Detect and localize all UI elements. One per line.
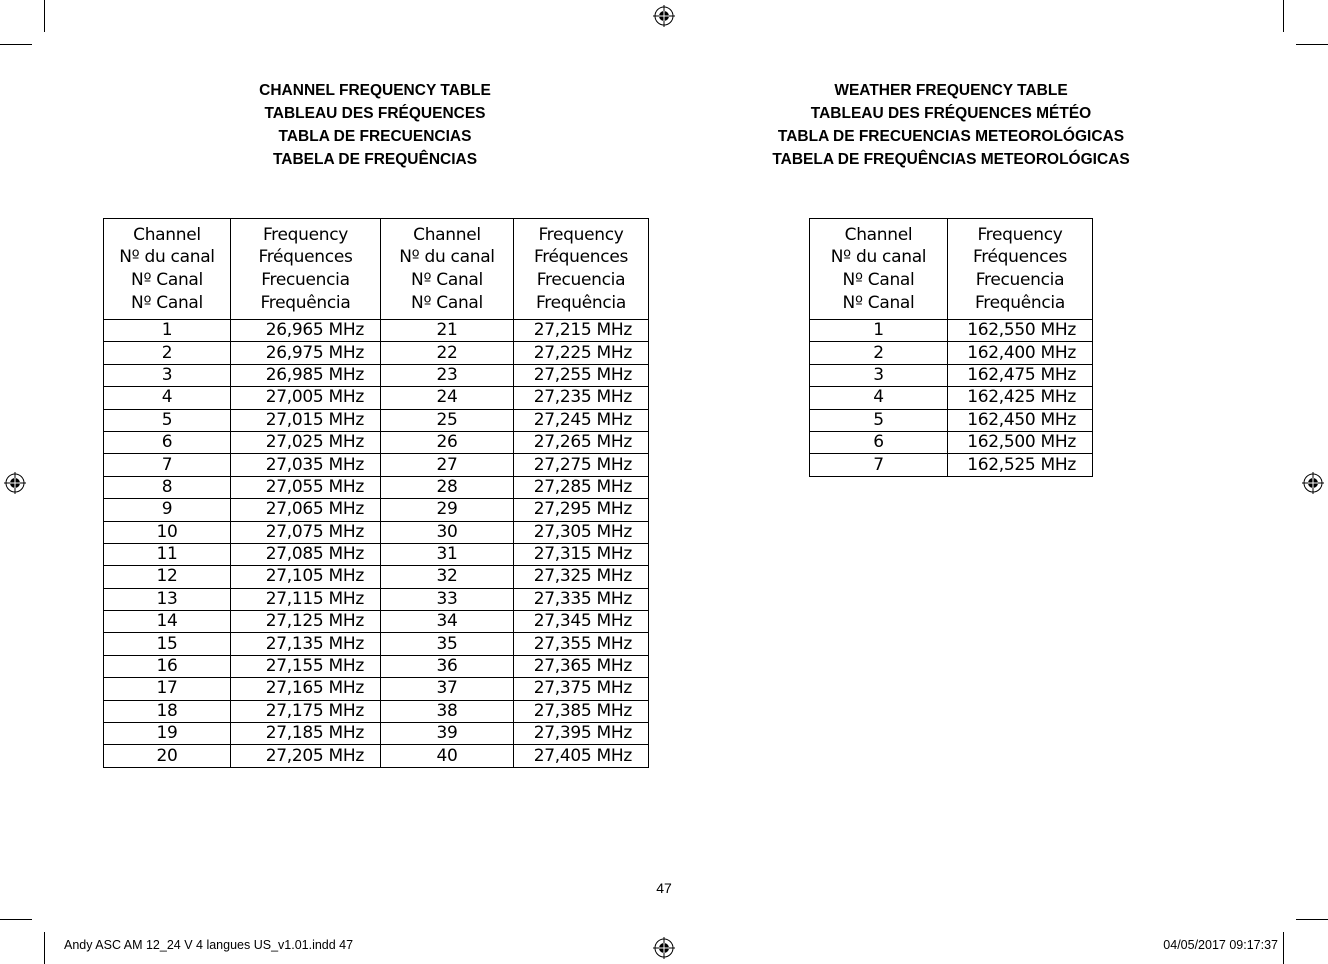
table-header-row bbox=[810, 219, 1093, 320]
registration-mark-icon bbox=[653, 5, 675, 27]
channel-cell: 23 bbox=[381, 364, 514, 386]
frequency-cell: 27,375 MHz bbox=[514, 678, 649, 700]
frequency-cell: 27,355 MHz bbox=[514, 633, 649, 655]
weather-frequency-table bbox=[809, 218, 1093, 477]
channel-cell: 7 bbox=[104, 454, 231, 476]
channel-cell: 1 bbox=[810, 320, 948, 342]
frequency-cell: 27,275 MHz bbox=[514, 454, 649, 476]
table-row bbox=[104, 723, 649, 745]
channel-cell: 6 bbox=[810, 431, 948, 453]
channel-table-heading bbox=[200, 79, 550, 171]
frequency-cell: 27,185 MHz bbox=[231, 723, 381, 745]
frequency-cell: 27,035 MHz bbox=[231, 454, 381, 476]
crop-mark bbox=[44, 932, 45, 964]
crop-mark bbox=[1283, 0, 1284, 32]
frequency-cell: 162,475 MHz bbox=[948, 364, 1093, 386]
registration-mark-icon bbox=[4, 472, 26, 494]
channel-cell: 5 bbox=[104, 409, 231, 431]
channel-cell: 31 bbox=[381, 543, 514, 565]
frequency-cell: 162,450 MHz bbox=[948, 409, 1093, 431]
channel-cell: 2 bbox=[810, 342, 948, 364]
heading-line: TABLEAU DES FRÉQUENCES MÉTÉO bbox=[810, 105, 1092, 122]
table-row bbox=[810, 364, 1093, 386]
table-row bbox=[810, 387, 1093, 409]
table-row bbox=[104, 454, 649, 476]
channel-column-header: Channel Nº du canal Nº Canal Nº Canal bbox=[810, 219, 948, 320]
frequency-cell: 27,305 MHz bbox=[514, 521, 649, 543]
frequency-cell: 27,085 MHz bbox=[231, 543, 381, 565]
channel-cell: 27 bbox=[381, 454, 514, 476]
frequency-cell: 27,115 MHz bbox=[231, 588, 381, 610]
frequency-cell: 27,385 MHz bbox=[514, 700, 649, 722]
heading-line: TABLA DE FRECUENCIAS bbox=[278, 128, 472, 145]
table-row bbox=[104, 521, 649, 543]
crop-mark bbox=[0, 44, 32, 45]
channel-cell: 13 bbox=[104, 588, 231, 610]
channel-cell: 6 bbox=[104, 431, 231, 453]
channel-cell: 21 bbox=[381, 320, 514, 342]
frequency-cell: 27,395 MHz bbox=[514, 723, 649, 745]
frequency-cell: 27,065 MHz bbox=[231, 499, 381, 521]
channel-cell: 4 bbox=[104, 387, 231, 409]
frequency-cell: 27,365 MHz bbox=[514, 655, 649, 677]
heading-line: TABLEAU DES FRÉQUENCES bbox=[264, 105, 486, 122]
page-number: 47 bbox=[656, 880, 672, 896]
file-slug: Andy ASC AM 12_24 V 4 langues US_v1.01.indd 47 bbox=[64, 938, 354, 952]
channel-cell: 33 bbox=[381, 588, 514, 610]
table-row bbox=[104, 476, 649, 498]
heading-line: CHANNEL FREQUENCY TABLE bbox=[259, 82, 491, 99]
frequency-cell: 27,055 MHz bbox=[231, 476, 381, 498]
channel-cell: 24 bbox=[381, 387, 514, 409]
frequency-cell: 27,315 MHz bbox=[514, 543, 649, 565]
channel-column-header: Channel Nº du canal Nº Canal Nº Canal bbox=[381, 219, 514, 320]
channel-cell: 34 bbox=[381, 611, 514, 633]
frequency-cell: 27,205 MHz bbox=[231, 745, 381, 767]
frequency-cell: 27,135 MHz bbox=[231, 633, 381, 655]
channel-cell: 29 bbox=[381, 499, 514, 521]
channel-cell: 8 bbox=[104, 476, 231, 498]
frequency-cell: 27,175 MHz bbox=[231, 700, 381, 722]
table-row bbox=[104, 633, 649, 655]
frequency-cell: 27,285 MHz bbox=[514, 476, 649, 498]
channel-cell: 38 bbox=[381, 700, 514, 722]
frequency-column-header: Frequency Fréquences Frecuencia Frequência bbox=[231, 219, 381, 320]
table-row bbox=[810, 409, 1093, 431]
frequency-cell: 27,325 MHz bbox=[514, 566, 649, 588]
frequency-cell: 26,965 MHz bbox=[231, 320, 381, 342]
channel-cell: 28 bbox=[381, 476, 514, 498]
channel-cell: 16 bbox=[104, 655, 231, 677]
frequency-cell: 27,335 MHz bbox=[514, 588, 649, 610]
channel-cell: 14 bbox=[104, 611, 231, 633]
channel-cell: 22 bbox=[381, 342, 514, 364]
channel-cell: 36 bbox=[381, 655, 514, 677]
crop-mark bbox=[0, 919, 32, 920]
crop-mark bbox=[44, 0, 45, 32]
table-row bbox=[810, 342, 1093, 364]
frequency-cell: 162,500 MHz bbox=[948, 431, 1093, 453]
registration-mark-icon bbox=[653, 937, 675, 959]
frequency-cell: 27,015 MHz bbox=[231, 409, 381, 431]
registration-mark-icon bbox=[1302, 472, 1324, 494]
frequency-cell: 27,105 MHz bbox=[231, 566, 381, 588]
frequency-cell: 27,255 MHz bbox=[514, 364, 649, 386]
channel-cell: 2 bbox=[104, 342, 231, 364]
frequency-cell: 27,075 MHz bbox=[231, 521, 381, 543]
frequency-cell: 27,215 MHz bbox=[514, 320, 649, 342]
channel-cell: 19 bbox=[104, 723, 231, 745]
channel-cell: 26 bbox=[381, 431, 514, 453]
frequency-cell: 27,295 MHz bbox=[514, 499, 649, 521]
heading-line: WEATHER FREQUENCY TABLE bbox=[834, 82, 1068, 99]
channel-cell: 20 bbox=[104, 745, 231, 767]
frequency-cell: 27,165 MHz bbox=[231, 678, 381, 700]
channel-cell: 18 bbox=[104, 700, 231, 722]
frequency-cell: 162,525 MHz bbox=[948, 454, 1093, 476]
table-row bbox=[104, 409, 649, 431]
channel-cell: 7 bbox=[810, 454, 948, 476]
channel-cell: 12 bbox=[104, 566, 231, 588]
table-row bbox=[104, 320, 649, 342]
frequency-cell: 162,550 MHz bbox=[948, 320, 1093, 342]
channel-cell: 9 bbox=[104, 499, 231, 521]
frequency-cell: 27,225 MHz bbox=[514, 342, 649, 364]
table-row bbox=[104, 543, 649, 565]
frequency-cell: 27,405 MHz bbox=[514, 745, 649, 767]
table-row bbox=[104, 566, 649, 588]
channel-cell: 10 bbox=[104, 521, 231, 543]
channel-cell: 1 bbox=[104, 320, 231, 342]
frequency-cell: 27,125 MHz bbox=[231, 611, 381, 633]
table-row bbox=[810, 431, 1093, 453]
channel-cell: 3 bbox=[104, 364, 231, 386]
table-header-row bbox=[104, 219, 649, 320]
channel-cell: 5 bbox=[810, 409, 948, 431]
table-row bbox=[104, 745, 649, 767]
table-row bbox=[104, 342, 649, 364]
crop-mark bbox=[1283, 932, 1284, 964]
channel-cell: 40 bbox=[381, 745, 514, 767]
frequency-cell: 27,345 MHz bbox=[514, 611, 649, 633]
crop-mark bbox=[1296, 919, 1328, 920]
crop-mark bbox=[1296, 44, 1328, 45]
weather-table-heading bbox=[740, 79, 1162, 171]
channel-cell: 30 bbox=[381, 521, 514, 543]
table-row bbox=[104, 431, 649, 453]
heading-line: TABELA DE FREQUÊNCIAS METEOROLÓGICAS bbox=[772, 151, 1130, 168]
frequency-cell: 27,025 MHz bbox=[231, 431, 381, 453]
date-time-slug: 04/05/2017 09:17:37 bbox=[1163, 938, 1278, 952]
frequency-cell: 162,400 MHz bbox=[948, 342, 1093, 364]
table-row bbox=[810, 454, 1093, 476]
frequency-cell: 27,005 MHz bbox=[231, 387, 381, 409]
heading-line: TABLA DE FRECUENCIAS METEOROLÓGICAS bbox=[777, 128, 1125, 145]
channel-cell: 32 bbox=[381, 566, 514, 588]
table-row bbox=[810, 320, 1093, 342]
channel-cell: 11 bbox=[104, 543, 231, 565]
table-row bbox=[104, 387, 649, 409]
frequency-cell: 162,425 MHz bbox=[948, 387, 1093, 409]
table-row bbox=[104, 700, 649, 722]
frequency-column-header: Frequency Fréquences Frecuencia Frequência bbox=[514, 219, 649, 320]
channel-cell: 4 bbox=[810, 387, 948, 409]
frequency-cell: 27,155 MHz bbox=[231, 655, 381, 677]
frequency-cell: 27,265 MHz bbox=[514, 431, 649, 453]
channel-cell: 17 bbox=[104, 678, 231, 700]
channel-cell: 3 bbox=[810, 364, 948, 386]
channel-cell: 15 bbox=[104, 633, 231, 655]
frequency-cell: 27,235 MHz bbox=[514, 387, 649, 409]
channel-frequency-table bbox=[103, 218, 649, 768]
frequency-cell: 26,985 MHz bbox=[231, 364, 381, 386]
channel-cell: 39 bbox=[381, 723, 514, 745]
table-row bbox=[104, 364, 649, 386]
table-row bbox=[104, 655, 649, 677]
frequency-column-header: Frequency Fréquences Frecuencia Frequência bbox=[948, 219, 1093, 320]
heading-line: TABELA DE FREQUÊNCIAS bbox=[272, 151, 478, 168]
channel-cell: 35 bbox=[381, 633, 514, 655]
channel-cell: 25 bbox=[381, 409, 514, 431]
table-row bbox=[104, 678, 649, 700]
frequency-cell: 27,245 MHz bbox=[514, 409, 649, 431]
channel-cell: 37 bbox=[381, 678, 514, 700]
table-row bbox=[104, 499, 649, 521]
channel-column-header: Channel Nº du canal Nº Canal Nº Canal bbox=[104, 219, 231, 320]
frequency-cell: 26,975 MHz bbox=[231, 342, 381, 364]
table-row bbox=[104, 611, 649, 633]
table-row bbox=[104, 588, 649, 610]
